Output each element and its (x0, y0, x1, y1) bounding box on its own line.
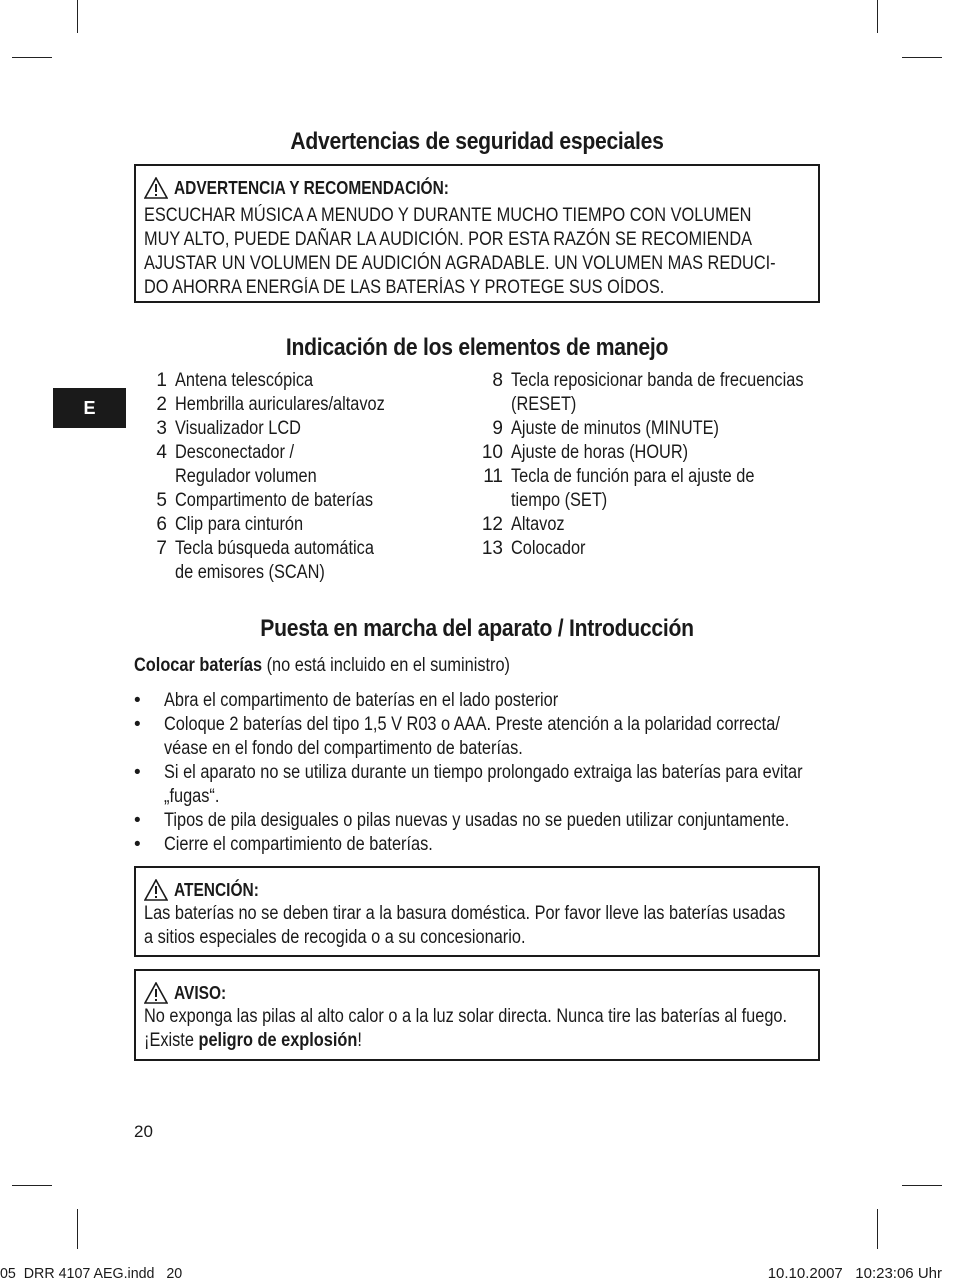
control-item-number: 8 (492, 370, 503, 391)
crop-mark (877, 1209, 878, 1249)
control-item-number: 11 (483, 466, 503, 487)
control-item-number: 4 (156, 442, 167, 463)
crop-mark (902, 57, 942, 58)
crop-mark (77, 1209, 78, 1249)
bullet-dot: • (134, 762, 141, 783)
warning-triangle-icon (144, 879, 168, 901)
control-item-number: 13 (481, 538, 503, 559)
footer-file-info: 05 DRR 4107 AEG.indd 20 (0, 1265, 183, 1282)
warning-line: ESCUCHAR MÚSICA A MENUDO Y DURANTE MUCHO TIEMPO CON VOLUMEN (144, 205, 752, 226)
control-item-number: 12 (481, 514, 503, 535)
control-item-number: 5 (156, 490, 167, 511)
section-title-controls: Indicación de los elementos de manejo (285, 334, 669, 361)
bullet-text: véase en el fondo del compartimento de baterías. (164, 738, 523, 759)
attention-heading: ATENCIÓN: (144, 878, 890, 902)
notice-box (134, 969, 820, 1061)
control-item-label: Regulador volumen (175, 466, 317, 487)
control-item-label: Tecla reposicionar banda de frecuencias (511, 370, 804, 391)
notice-heading: AVISO: (144, 981, 892, 1005)
control-item-label: (RESET) (511, 394, 577, 415)
bullet-text: Si el aparato no se utiliza durante un tiempo prolongado extraiga las baterías para evitar (164, 762, 803, 783)
control-item-label: Altavoz (511, 514, 565, 535)
control-item-number: 1 (156, 370, 167, 391)
bullet-text: Tipos de pila desiguales o pilas nuevas y usadas no se pueden utilizar conjuntamente. (164, 810, 790, 831)
control-item-number: 6 (156, 514, 167, 535)
control-item-number: 2 (156, 394, 167, 415)
language-tab: E (53, 388, 126, 428)
control-item-number: 10 (481, 442, 503, 463)
footer-timestamp: 10.10.2007 10:23:06 Uhr (767, 1265, 942, 1282)
batteries-subheading: Colocar baterías (no está incluido en el suministro) (134, 655, 511, 676)
control-item-number: 7 (156, 538, 167, 559)
control-item-label: Clip para cinturón (175, 514, 304, 535)
attention-box (134, 866, 820, 957)
crop-mark (77, 0, 78, 33)
warning-triangle-icon (144, 982, 168, 1004)
warning-line: AJUSTAR UN VOLUMEN DE AUDICIÓN AGRADABLE. UN VOLUMEN MAS REDUCI- (144, 253, 776, 274)
control-item-label: tiempo (SET) (511, 490, 608, 511)
notice-line: No exponga las pilas al alto calor o a la luz solar directa. Nunca tire las baterías al fuego. (144, 1006, 788, 1027)
warning-triangle-icon (144, 177, 168, 199)
crop-mark (877, 0, 878, 33)
bullet-text: Coloque 2 baterías del tipo 1,5 V R03 o AAA. Preste atención a la polaridad correcta/ (164, 714, 780, 735)
crop-mark (12, 1185, 52, 1186)
section-title-safety: Advertencias de seguridad especiales (290, 128, 664, 155)
bullet-text: Abra el compartimento de baterías en el lado posterior (164, 690, 559, 711)
control-item-label: Ajuste de minutos (MINUTE) (511, 418, 719, 439)
control-item-label: de emisores (SCAN) (175, 562, 325, 583)
control-item-label: Antena telescópica (175, 370, 314, 391)
attention-line: a sitios especiales de recogida o a su concesionario. (144, 927, 526, 948)
control-item-label: Ajuste de horas (HOUR) (511, 442, 689, 463)
attention-line: Las baterías no se deben tirar a la basura doméstica. Por favor lleve las baterías usadas (144, 903, 786, 924)
warning-line: DO AHORRA ENERGÍA DE LAS BATERÍAS Y PROTEGE SUS OÍDOS. (144, 277, 665, 298)
bullet-dot: • (134, 834, 141, 855)
warning-box (134, 164, 820, 303)
crop-mark (902, 1185, 942, 1186)
control-item-number: 9 (492, 418, 503, 439)
bullet-dot: • (134, 714, 141, 735)
warning-heading: ADVERTENCIA Y RECOMENDACIÓN: (144, 176, 878, 200)
control-item-label: Hembrilla auriculares/altavoz (175, 394, 385, 415)
bullet-text: Cierre el compartimiento de baterías. (164, 834, 433, 855)
control-item-label: Tecla búsqueda automática (175, 538, 374, 559)
warning-line: MUY ALTO, PUEDE DAÑAR LA AUDICIÓN. POR ESTA RAZÓN SE RECOMIENDA (144, 229, 753, 250)
notice-line: ¡Existe peligro de explosión! (144, 1030, 362, 1051)
control-item-label: Tecla de función para el ajuste de (511, 466, 755, 487)
section-title-setup: Puesta en marcha del aparato / Introducción (260, 615, 694, 642)
crop-mark (12, 57, 52, 58)
control-item-label: Visualizador LCD (175, 418, 301, 439)
bullet-text: „fugas“. (164, 786, 220, 807)
bullet-dot: • (134, 810, 141, 831)
control-item-label: Desconectador / (175, 442, 294, 463)
control-item-number: 3 (156, 418, 167, 439)
control-item-label: Colocador (511, 538, 586, 559)
page-number: 20 (134, 1122, 153, 1141)
bullet-dot: • (134, 690, 141, 711)
control-item-label: Compartimento de baterías (175, 490, 374, 511)
